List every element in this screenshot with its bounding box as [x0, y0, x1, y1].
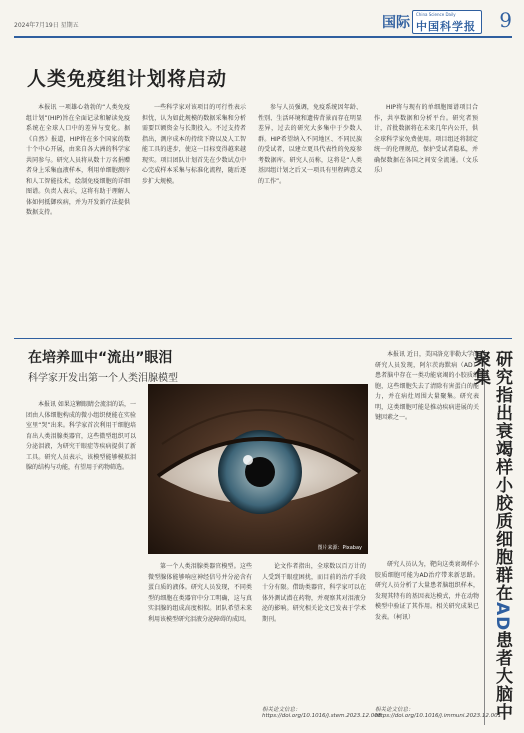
- story3-title: [470, 350, 513, 725]
- eye-photo: [148, 384, 368, 554]
- story1-column-1: [26, 103, 130, 331]
- story3-column-2: [375, 560, 479, 700]
- story2-col1-text: 本报讯 如果这颗眼睛会流泪的话，一团由人体细胞构成的微小组织便能在实验室里“哭”出来。科学家首次利用干细胞培育出人类泪腺类器官，这些微型组织可以分泌泪液，为研究干眼症等疾病提供了新工具。研究人员表示，该模型能够模拟泪腺的结构与功能，有望用于药物筛选。: [26, 401, 136, 471]
- story2-source: 相关论文信息：https://doi.org/10.1016/j.stem.2023.12.008: [262, 707, 382, 719]
- story3-col1-text: 本报讯 近日，美国洛克菲勒大学的研究人员发现，阿尔茨海默病（AD）患者脑中存在一类功能衰竭的小胶质细胞，这些细胞失去了清除有害蛋白的能力，并在病灶周围大量聚集。研究表明，这类细胞可能是推动疾病进展的关键因素之一。: [375, 351, 479, 421]
- story3-title-pre: 研究指出衰竭样小胶质细胞群在: [492, 350, 512, 602]
- story1-col4-text: HIP将与现有的单细胞图谱项目合作，共享数据和分析平台。研究者预计，首批数据将在未来几年内公开，供全球科学家免费使用。项目组还将制定统一的伦理规范，保护受试者隐私，并确保数据在各国之间安全流通。（文乐乐）: [374, 104, 478, 174]
- story1-column-3: [258, 103, 362, 331]
- story2-col3-text: 论文作者指出，全球数以百万计的人受到干眼症困扰，而目前的治疗手段十分有限。借助类器官，科学家可以在体外测试潜在药物，并观察其对泪液分泌的影响。研究相关论文已发表于学术期刊。: [262, 563, 366, 623]
- story3-col2-text: 研究人员认为，靶向这类衰竭样小胶质细胞可能为AD治疗带来新思路。研究人员分析了大量患者脑组织样本，发现其特有的基因表达模式，并在动物模型中验证了其作用。相关研究成果已发表。（柯讯）: [375, 561, 479, 621]
- vertical-rule: [484, 350, 485, 725]
- story1-column-2: [142, 103, 246, 331]
- story3-title-post: 患者大脑中聚集: [470, 350, 512, 722]
- story2-column-2: [148, 562, 252, 702]
- eye-illustration: [148, 384, 368, 554]
- section-name: 国际: [382, 15, 410, 31]
- story1-col2-text: 一些科学家对该项目的可行性表示担忧，认为如此规模的数据采集和分析需要巨额资金与长期投入。不过支持者指出，测序成本的持续下降以及人工智能工具的进步，使这一目标变得越来越现实。项目团队计划首先在少数试点中心完成样本采集与标准化流程，随后逐步扩大规模。: [142, 104, 246, 185]
- page-number: 9: [499, 8, 512, 32]
- story2-subtitle: 科学家开发出第一个人类泪腺模型: [28, 373, 178, 384]
- story2-column-1: [26, 400, 136, 720]
- story3-title-ad: AD: [492, 602, 512, 632]
- story2-column-3: [262, 562, 366, 702]
- masthead-logo: [412, 10, 482, 34]
- page-header: [14, 8, 512, 38]
- masthead-cn: 中国科学报: [416, 20, 476, 33]
- photo-credit: 图片来源：Pixabay: [317, 545, 362, 551]
- story2-col2-text: 第一个人类泪腺类器官模型。这些微型腺体能够响应神经信号并分泌含有蛋白质的液体。研究人员发现，不同类型的细胞在类器官中分工明确，这与真实泪腺的组成高度相似。团队希望未来利用该模型研究泪液分泌障碍的成因。: [148, 563, 252, 623]
- story1-col3-text: 参与人员强调，免疫系统因年龄、性别、生活环境和遗传背景而存在明显差异，过去的研究大多集中于少数人群。HIP希望纳入不同地区、不同民族的受试者，以建立更具代表性的免疫参考数据库。研究人员称，这将是“人类基因组计划之后又一项具有里程碑意义的工作”。: [258, 104, 362, 185]
- story1-col1-text: 本报讯 一项雄心勃勃的“人类免疫组计划”(HIP)旨在全面记录和解读免疫系统在全球人口中的差异与变化。据《自然》报道，HIP将在多个国家的数十个中心开展，由来自各大洲的科学家共同参与。研究人员将从数十万名捐赠者身上采集血液样本，利用单细胞测序和人工智能技术，绘制免疫细胞的详细图谱。负责人表示，这将有助于理解人体如何抵御疾病，并为开发新疗法提供数据支持。: [26, 104, 130, 216]
- section-divider: [14, 338, 512, 339]
- masthead-en: China Science Daily: [416, 12, 456, 17]
- story1-column-4: [374, 103, 478, 331]
- story1-headline: 人类免疫组计划将启动: [27, 68, 228, 90]
- issue-date: 2024年7月19日 星期五: [14, 22, 79, 29]
- story3-source: 相关论文信息：https://doi.org/10.1016/j.immuni.2023.12.001: [375, 707, 502, 719]
- story2-title: 在培养皿中“流出”眼泪: [28, 350, 173, 366]
